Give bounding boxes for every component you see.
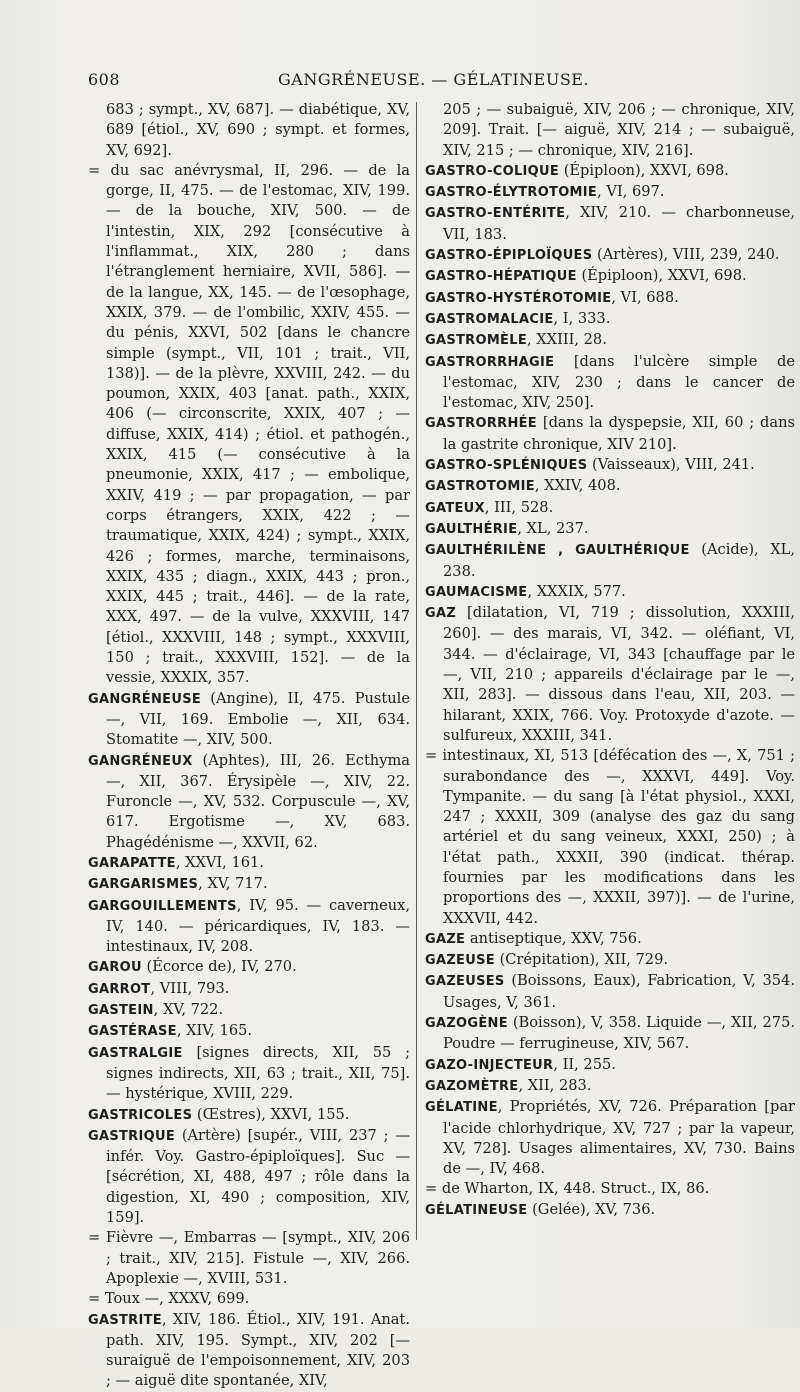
entry-text: , XIV, 165. — [176, 1022, 253, 1040]
entry-text: [signes directs, XII, 55 ; signes indirects, XII, 63 ; trait., XII, 75]. — hystérique, XVIII, 229. — [106, 1043, 410, 1103]
left-column — [88, 100, 410, 1392]
entry-text: , I, 333. — [553, 309, 611, 327]
entry-text: = intestinaux, XI, 513 [défécation des —, X, 751 ; surabondance des —, XXXVI, 449]. Voy. Tympanite. — du sang [à l'état physiol., XXXI, 247 ; XXXII, 309 (analyse des gaz du sang artériel et du sang veineux, XXXI, 250) ; à l'état path., XXXII, 390 (indicat. thérap. fournies par les modifications dans les proportions des —, XXXII, 397)]. — de l'urine, XXXVII, 442. — [425, 747, 795, 927]
entry-headword: GARROT — [88, 981, 151, 997]
entry-text: , III, 528. — [484, 498, 554, 516]
entry-text: (Écorce de), IV, 270. — [141, 958, 297, 976]
right-column — [425, 100, 795, 1221]
entry-text: (Artère) [supér., VIII, 237 ; — infér. Voy. Gastro-épiploïques]. Suc — [sécrétion, XI, 488, 497 ; rôle dans la digestion, XI, 490 ; composition, XIV, 159]. — [106, 1126, 410, 1227]
entry-headword: GASTÉRASE — [88, 1024, 177, 1040]
entry-headword: GARGOUILLEMENTS — [88, 898, 237, 914]
entry-text: antiseptique, XXV, 756. — [465, 929, 642, 947]
index-entry — [425, 352, 795, 414]
entry-headword: GATEUX — [425, 500, 485, 516]
entry-text: , XXIII, 28. — [527, 331, 607, 349]
entry-headword: GASTRO-SPLÉNIQUES — [425, 458, 588, 474]
entry-text: (Crépitation), XII, 729. — [494, 951, 669, 969]
entry-headword: GASTRO-COLIQUE — [425, 163, 560, 179]
entry-text: (Aphtes), III, 26. Ecthyma —, XII, 367. Érysipèle —, XIV, 22. Furoncle —, XV, 532. Corpuscule —, XV, 617. Ergotisme —, XV, 683. Phagédénisme —, XXVII, 62. — [106, 751, 410, 851]
index-entry — [88, 957, 410, 978]
index-entry — [88, 1000, 410, 1021]
index-entry — [425, 498, 795, 519]
entry-headword: GASTRALGIE — [88, 1045, 183, 1061]
entry-headword: GARAPATTE — [88, 855, 176, 871]
entry-text: , IV, 95. — caverneux, IV, 140. — péricardiques, IV, 183. — intestinaux, IV, 208. — [106, 896, 410, 956]
index-entry — [425, 929, 795, 950]
entry-text: , Propriétés, XV, 726. Préparation [par l'acide chlorhydrique, XV, 727 ; par la vapeur, XV, 728]. Usages alimentaires, XV, 730. Bains de —, IV, 468. — [443, 1098, 795, 1178]
entry-text: 683 ; sympt., XV, 687]. — diabétique, XV, 689 [étiol., XV, 690 ; sympt. et formes, XV, 692]. — [106, 101, 410, 159]
page-header — [88, 70, 778, 96]
entry-text: , VIII, 793. — [150, 979, 230, 997]
index-entry — [425, 182, 795, 203]
entry-headword: GAULTHÉRIE — [425, 521, 518, 537]
entry-text: [dans la dyspepsie, XII, 60 ; dans la gastrite chronique, XIV 210]. — [443, 414, 795, 453]
index-entry — [88, 1021, 410, 1042]
entry-text: = Toux —, XXXV, 699. — [88, 1290, 250, 1308]
index-entry — [425, 1076, 795, 1097]
index-entry — [88, 1310, 410, 1392]
entry-text: , XXIV, 408. — [534, 477, 621, 495]
entry-text: [dilatation, VI, 719 ; dissolution, XXXIII, 260]. — des marais, VI, 342. — oléfiant, VI, 344. — d'éclairage, VI, 343 [chauffage par le —, VII, 210 ; appareils d'éclairage par le —, XII, 283]. — dissous dans l'eau, XII, 203. — hilarant, XXIX, 766. Voy. Protoxyde d'azote. — sulfureux, XXXIII, 341. — [443, 604, 795, 744]
entry-headword: GAZO-INJECTEUR — [425, 1057, 554, 1073]
index-entry — [425, 540, 795, 582]
running-head: GANGRÉNEUSE. — GÉLATINEUSE. — [278, 70, 590, 89]
index-entry — [425, 455, 795, 476]
index-entry — [88, 1043, 410, 1105]
entry-text: , XV, 722. — [153, 1001, 224, 1019]
entry-headword: GAZE — [425, 931, 466, 947]
entry-headword: GAZEUSE — [425, 953, 495, 969]
entry-text: (Acide), XL, 238. — [443, 541, 795, 580]
entry-text: (Vaisseaux), VIII, 241. — [587, 456, 755, 474]
entry-text: = du sac anévrysmal, II, 296. — de la gorge, II, 475. — de l'estomac, XIV, 199. — de la bouche, XIV, 500. — de l'intestin, XIX, 292 [consécutive à l'inflammat., XIX, 280 ; dans l'étranglement herniaire, XVII, 586]. — de la langue, XX, 145. — de l'œsophage, XXIX, 379. — de l'ombilic, XXIV, 455. — du pénis, XXVI, 502 [dans le chancre simple (sympt., VII, 101 ; trait., VII, 138)]. — de la plèvre, XXVIII, 242. — du poumon, XXIX, 403 [anat. path., XXIX, 406 (— circonscrite, XXIX, 407 ; — diffuse, XXIX, 414) ; étiol. et pathogén., XXIX, 415 (— consécutive à la pneumonie, XXIX, 417 ; — embolique, XXIV, 419 ; — par propagation, — par corps étrangers, XXIX, 422 ; — traumatique, XXIX, 424) ; sympt., XXIX, 426 ; formes, marche, terminaisons, XXIX, 435 ; diagn., XXIX, 443 ; pron., XXIX, 445 ; trait., 446]. — de la rate, XXX, 497. — de la vulve, XXXVIII, 147 [étiol., XXXVIII, 148 ; sympt., XXXVIII, 150 ; trait., XXXVIII, 152]. — de la vessie, XXXIX, 357. — [88, 161, 410, 687]
entry-text: (Épiploon), XXVI, 698. — [559, 161, 729, 179]
entry-headword: GASTRIQUE — [88, 1128, 175, 1144]
entry-text: (Boissons, Eaux), Fabrication, V, 354. Usages, V, 361. — [443, 972, 795, 1011]
entry-headword: GASTRICOLES — [88, 1107, 193, 1123]
entry-headword: GAROU — [88, 960, 142, 976]
entry-headword: GÉLATINE — [425, 1100, 498, 1116]
entry-text: , XXXIX, 577. — [527, 582, 626, 600]
index-entry — [425, 746, 795, 929]
entry-headword: GASTRO-HÉPATIQUE — [425, 269, 577, 285]
entry-headword: GANGRÉNEUSE — [88, 691, 202, 707]
index-entry — [88, 1228, 410, 1289]
entry-text: (Gelée), XV, 736. — [527, 1200, 656, 1218]
index-entry — [425, 950, 795, 971]
entry-headword: GAUMACISME — [425, 584, 528, 600]
index-entry — [425, 288, 795, 309]
entry-headword: GASTROMALACIE — [425, 311, 554, 327]
index-entry — [88, 689, 410, 751]
entry-text: , II, 255. — [553, 1055, 616, 1073]
entry-headword: GARGARISMES — [88, 877, 199, 893]
entry-headword: GAZOGÈNE — [425, 1016, 508, 1032]
entry-headword: GASTRO-ENTÉRITE — [425, 206, 566, 222]
index-entry — [425, 245, 795, 266]
index-entry — [425, 603, 795, 746]
entry-headword: GASTROTOMIE — [425, 479, 535, 495]
entry-headword: GASTRO-HYSTÉROTOMIE — [425, 290, 612, 306]
index-entry — [425, 330, 795, 351]
index-entry — [425, 1179, 795, 1199]
entry-headword: GAULTHÉRILÈNE , GAULTHÉRIQUE — [425, 543, 690, 559]
entry-text: = Fièvre —, Embarras — [sympt., XIV, 206 ; trait., XIV, 215]. Fistule —, XIV, 266. Apoplexie —, XVIII, 531. — [88, 1229, 410, 1287]
entry-headword: GASTRORRHÉE — [425, 416, 537, 432]
entry-text: , XXVI, 161. — [175, 853, 264, 871]
entry-headword: GASTRITE — [88, 1312, 162, 1328]
index-entry — [425, 1200, 795, 1221]
index-entry — [425, 309, 795, 330]
entry-text: , VI, 688. — [611, 288, 679, 306]
index-entry — [425, 1055, 795, 1076]
page-number: 608 — [88, 70, 121, 89]
index-entry — [425, 266, 795, 287]
index-entry — [88, 979, 410, 1000]
entry-text: , XIV, 186. Étiol., XIV, 191. Anat. path. XIV, 195. Sympt., XIV, 202 [— suraiguë de l'empoisonnement, XIV, 203 ; — aiguë dite spontanée, XIV, — [106, 1310, 410, 1390]
index-entry — [88, 1105, 410, 1126]
index-entry — [425, 161, 795, 182]
index-entry — [425, 203, 795, 245]
entry-text: (Artères), VIII, 239, 240. — [592, 246, 780, 264]
index-entry — [88, 161, 410, 689]
entry-headword: GASTEIN — [88, 1003, 154, 1019]
entry-text: (Angine), II, 475. Pustule —, VII, 169. Embolie —, XII, 634. Stomatite —, XIV, 500. — [106, 689, 410, 749]
entry-text: (Épiploon), XXVI, 698. — [576, 267, 747, 285]
index-entry — [425, 413, 795, 455]
entry-text: (Boisson), V, 358. Liquide —, XII, 275. Poudre — ferrugineuse, XIV, 567. — [443, 1014, 795, 1053]
entry-headword: GAZ — [425, 606, 457, 622]
entry-headword: GAZEUSES — [425, 974, 505, 990]
index-entry — [88, 100, 410, 161]
index-entry — [88, 853, 410, 874]
entry-text: , XL, 237. — [517, 519, 589, 537]
entry-headword: GASTRO-ÉPIPLOÏQUES — [425, 248, 593, 264]
entry-headword: GAZOMÈTRE — [425, 1078, 519, 1094]
entry-text: , XV, 717. — [198, 875, 268, 893]
index-entry — [425, 582, 795, 603]
index-entry — [425, 100, 795, 161]
entry-headword: GÉLATINEUSE — [425, 1202, 528, 1218]
entry-headword: GASTRORRHAGIE — [425, 354, 555, 370]
index-entry — [425, 476, 795, 497]
column-divider — [416, 102, 417, 1240]
index-entry — [88, 751, 410, 853]
index-entry — [425, 1097, 795, 1179]
entry-headword: GANGRÉNEUX — [88, 753, 193, 769]
index-entry — [88, 874, 410, 895]
index-entry — [88, 1126, 410, 1228]
index-entry — [425, 519, 795, 540]
entry-text: , XII, 283. — [518, 1076, 592, 1094]
entry-text: [dans l'ulcère simple de l'estomac, XIV, 230 ; dans le cancer de l'estomac, XIV, 250]. — [443, 352, 795, 412]
entry-text: (Œstres), XXVI, 155. — [192, 1105, 350, 1123]
entry-headword: GASTROMÈLE — [425, 333, 528, 349]
entry-text: = de Wharton, IX, 448. Struct., IX, 86. — [425, 1180, 710, 1198]
entry-text: 205 ; — subaiguë, XIV, 206 ; — chronique, XIV, 209]. Trait. [— aiguë, XIV, 214 ; — subaiguë, XIV, 215 ; — chronique, XIV, 216]. — [443, 101, 795, 159]
index-entry — [425, 971, 795, 1013]
entry-headword: GASTRO-ÉLYTROTOMIE — [425, 185, 598, 201]
entry-text: , VI, 697. — [597, 183, 665, 201]
entry-text: , XIV, 210. — charbonneuse, VII, 183. — [443, 204, 795, 243]
index-entry — [88, 896, 410, 958]
index-entry — [88, 1289, 410, 1309]
index-entry — [425, 1013, 795, 1055]
